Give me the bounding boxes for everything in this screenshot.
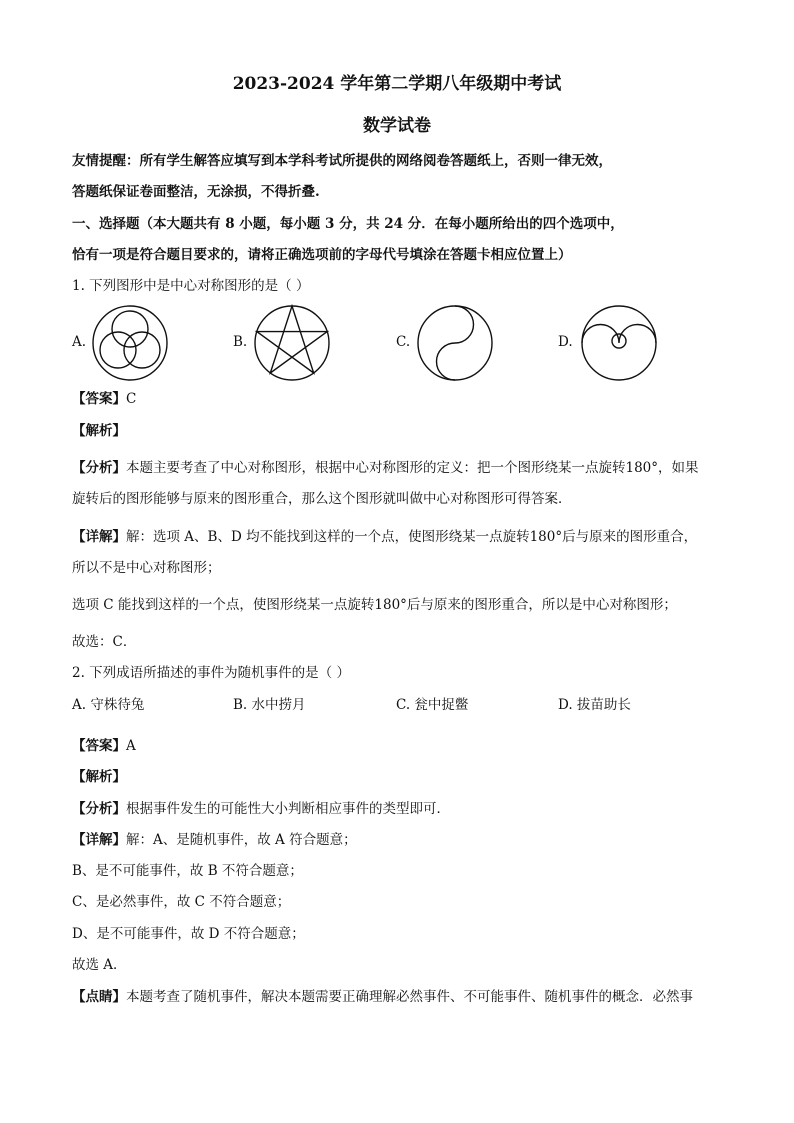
q2-option-a: A. 守株待兔: [72, 697, 145, 713]
notice-label: 友情提醒：: [72, 153, 140, 169]
q1-detail-text-1: 解：选项 A、B、D 均不能找到这样的一个点，使图形绕某一点旋转180°后与原来的图形重合，: [126, 529, 698, 545]
q1-answer-label: 【答案】: [72, 391, 126, 407]
q2-fenxi: [72, 800, 450, 818]
exam-title: 2023-2024 学年第二学期八年级期中考试: [232, 74, 562, 94]
q1-option-a-letter: A.: [72, 334, 87, 350]
notice-line-1: [72, 152, 612, 170]
circle-with-arcs-icon: [579, 303, 659, 383]
q2-conclusion: 故选 A．: [72, 957, 127, 973]
q1-fenxi-line-1: [72, 459, 699, 477]
q2-detail-line-1: [72, 831, 357, 849]
notice-text-1: 所有学生解答应填写到本学科考试所提供的网络阅卷答题纸上，否则一律无效，: [139, 153, 612, 169]
q2-fenxi-text: 根据事件发生的可能性大小判断相应事件的类型即可．: [126, 801, 450, 817]
q1-answer-value: C: [126, 391, 137, 407]
q2-answer: [72, 737, 136, 755]
q1-fenxi-line-2: 旋转后的图形能够与原来的图形重合，那么这个图形就叫做中心对称图形可得答案．: [72, 491, 572, 507]
q1-conclusion: 故选：C．: [72, 634, 137, 650]
q2-answer-value: A: [126, 738, 136, 754]
section-heading-line-1: 一、选择题（本大题共有 8 小题，每小题 3 分，共 24 分．在每小题所给出的四个选项中，: [72, 216, 624, 232]
q2-fenxi-label: 【分析】: [72, 801, 126, 817]
q2-detail-text-1: 解：A、是随机事件，故 A 符合题意；: [126, 832, 357, 848]
q2-detail-line-2: B、是不可能事件，故 B 不符合题意；: [72, 863, 303, 879]
notice-line-2: 答题纸保证卷面整洁，无涂损，不得折叠.: [72, 184, 320, 200]
q2-answer-label: 【答案】: [72, 738, 126, 754]
q1-fenxi-label: 【分析】: [72, 460, 126, 476]
q2-stem: 2. 下列成语所描述的事件为随机事件的是（ ）: [72, 665, 350, 681]
q1-detail-label: 【详解】: [72, 529, 126, 545]
q1-stem: 1. 下列图形中是中心对称图形的是（ ）: [72, 278, 310, 294]
q1-answer: [72, 390, 136, 408]
three-petal-circle-icon: [90, 303, 170, 383]
q2-dianjing-label: 【点睛】: [72, 989, 126, 1005]
q1-detail-line-1: [72, 528, 697, 546]
q1-option-d-letter: D.: [558, 334, 573, 350]
q2-analysis-label: 【解析】: [72, 769, 126, 785]
q2-option-c: C. 瓮中捉鳖: [396, 697, 469, 713]
q1-option-b-letter: B.: [233, 334, 248, 350]
star-in-circle-icon: [252, 303, 332, 383]
q1-detail-line-2: 所以不是中心对称图形；: [72, 560, 221, 576]
q1-analysis-label: 【解析】: [72, 423, 126, 439]
q2-option-b: B. 水中捞月: [233, 697, 306, 713]
q2-detail-line-3: C、是必然事件，故 C 不符合题意；: [72, 894, 291, 910]
q2-dianjing-text: 本题考查了随机事件，解决本题需要正确理解必然事件、不可能事件、随机事件的概念．必然事: [126, 989, 693, 1005]
q1-fenxi-text-1: 本题主要考查了中心对称图形，根据中心对称图形的定义：把一个图形绕某一点旋转180°，如果: [126, 460, 699, 476]
q2-detail-line-4: D、是不可能事件，故 D 不符合题意；: [72, 926, 305, 942]
q2-option-d: D. 拔苗助长: [558, 697, 631, 713]
q2-detail-label: 【详解】: [72, 832, 126, 848]
q1-option-c-letter: C.: [396, 334, 411, 350]
q2-dianjing: [72, 988, 693, 1006]
section-heading-line-2: 恰有一项是符合题目要求的，请将正确选项前的字母代号填涂在答题卡相应位置上）: [72, 247, 572, 263]
q1-detail-line-3: 选项 C 能找到这样的一个点，使图形绕某一点旋转180°后与原来的图形重合，所以是中心对称图形；: [72, 597, 677, 613]
yin-yang-circle-icon: [415, 303, 495, 383]
exam-subtitle: 数学试卷: [363, 116, 431, 136]
